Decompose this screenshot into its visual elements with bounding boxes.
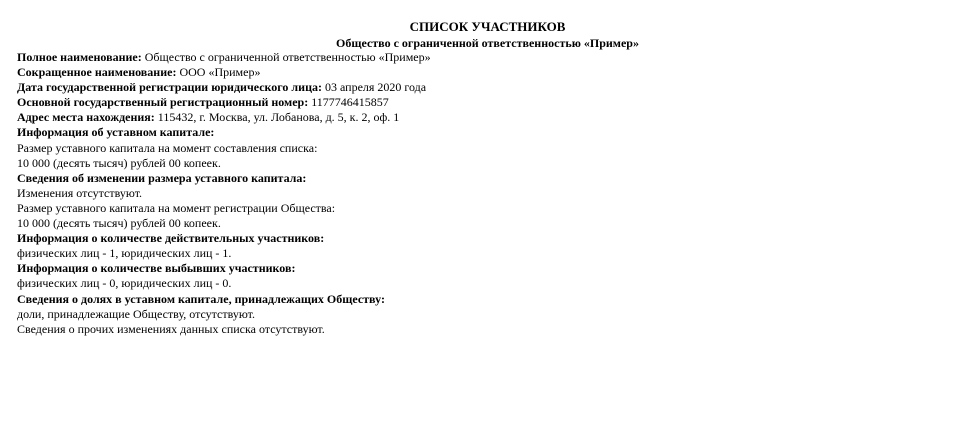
capital-changes-text: Изменения отсутствуют. xyxy=(17,185,143,200)
document-body xyxy=(17,50,957,337)
registration-date-label: Дата государственной регистрации юридического лица: xyxy=(17,80,322,95)
active-members-heading: Информация о количестве действительных участников: xyxy=(17,231,325,246)
short-name-row xyxy=(17,65,957,80)
active-members-value: физических лиц - 1, юридических лиц - 1. xyxy=(17,246,232,261)
capital-changes-heading: Сведения об изменении размера уставного капитала: xyxy=(17,170,307,185)
registration-capital-label: Размер уставного капитала на момент регистрации Общества: xyxy=(17,200,336,215)
company-shares-value: доли, принадлежащие Обществу, отсутствуют. xyxy=(17,306,256,321)
company-name-heading: Общество с ограниченной ответственностью «Пример» xyxy=(336,36,639,50)
full-name-label: Полное наименование: xyxy=(17,50,142,64)
full-name-value: Общество с ограниченной ответственностью «Пример» xyxy=(144,50,431,64)
short-name-label: Сокращенное наименование: xyxy=(17,65,177,80)
full-name-row xyxy=(17,50,957,65)
ogrn-value: 1177746415857 xyxy=(311,95,389,110)
address-value: 115432, г. Москва, ул. Лобанова, д. 5, к. 2, оф. 1 xyxy=(157,110,400,125)
document-title: СПИСОК УЧАСТНИКОВ xyxy=(409,19,566,34)
address-row xyxy=(17,110,957,125)
address-label: Адрес места нахождения: xyxy=(17,110,155,125)
current-capital-label: Размер уставного капитала на момент составления списка: xyxy=(17,140,318,155)
other-changes-text: Сведения о прочих изменениях данных списка отсутствуют. xyxy=(17,321,325,336)
registration-capital-value: 10 000 (десять тысяч) рублей 00 копеек. xyxy=(17,216,221,231)
short-name-value: ООО «Пример» xyxy=(179,65,261,80)
ogrn-label: Основной государственный регистрационный номер: xyxy=(17,95,309,110)
ogrn-row xyxy=(17,95,957,110)
registration-date-value: 03 апреля 2020 года xyxy=(324,80,427,95)
withdrawn-members-value: физических лиц - 0, юридических лиц - 0. xyxy=(17,276,232,291)
registration-date-row xyxy=(17,80,957,95)
company-shares-heading: Сведения о долях в уставном капитале, принадлежащих Обществу: xyxy=(17,291,385,306)
withdrawn-members-heading: Информация о количестве выбывших участников: xyxy=(17,261,296,276)
current-capital-value: 10 000 (десять тысяч) рублей 00 копеек. xyxy=(17,155,221,170)
charter-capital-heading: Информация об уставном капитале: xyxy=(17,125,215,140)
